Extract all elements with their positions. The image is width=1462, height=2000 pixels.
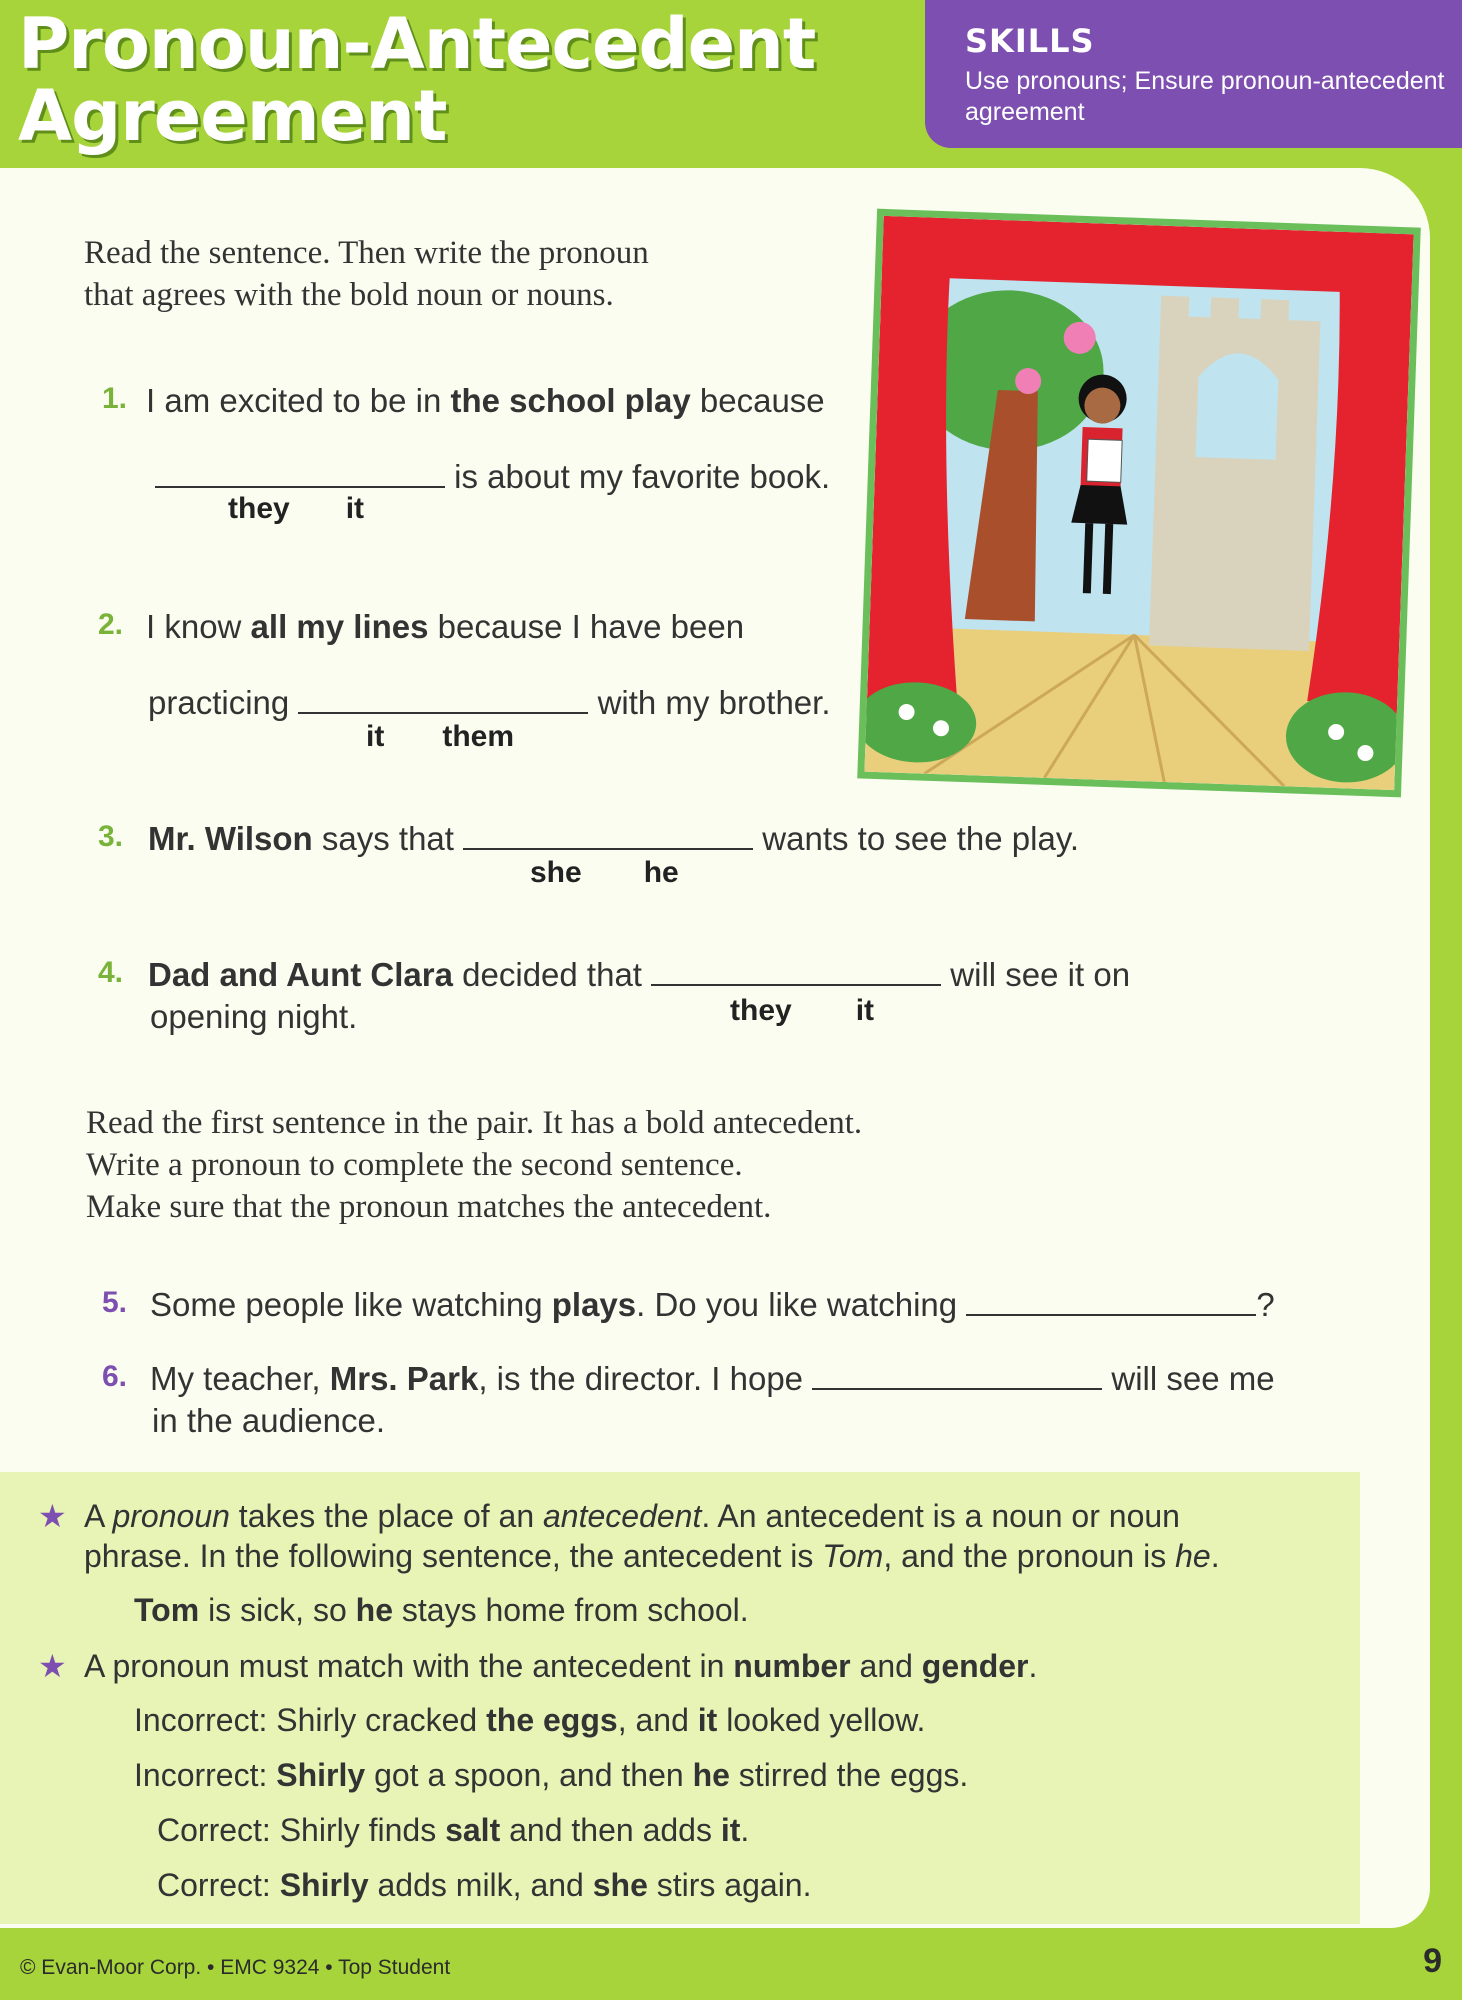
rule-2-bold1: number xyxy=(733,1648,851,1684)
q4-post: will see it on xyxy=(941,956,1131,993)
rules-box xyxy=(0,1472,1360,1924)
part1-instr-line2: that agrees with the bold noun or nouns. xyxy=(84,277,614,313)
q2-line2-pre: practicing xyxy=(148,684,299,721)
q4-option-1: they xyxy=(730,994,792,1027)
star-icon: ★ xyxy=(38,1498,67,1534)
rule-2d: . xyxy=(1028,1648,1038,1684)
part1-instr-line1: Read the sentence. Then write the pronoun xyxy=(84,235,649,271)
rule-1b: takes the place of an xyxy=(229,1498,543,1534)
q4-option-2: it xyxy=(855,994,875,1027)
cor2-c: adds milk, and xyxy=(368,1867,593,1903)
rule-1-line2-italic1: Tom xyxy=(822,1538,884,1574)
part2-instr-line1: Read the first sentence in the pair. It has a bold antecedent. xyxy=(86,1105,863,1141)
q1-answer-blank[interactable] xyxy=(155,456,445,488)
cor1-c: and then adds xyxy=(500,1812,721,1848)
skills-heading: SKILLS xyxy=(965,22,1095,60)
skills-box xyxy=(925,0,1462,148)
rule-1c: . An antecedent is a noun or noun xyxy=(701,1498,1180,1534)
part2-instr-line2: Write a pronoun to complete the second sentence. xyxy=(86,1147,743,1183)
q6-answer-blank[interactable] xyxy=(812,1358,1102,1390)
q4-pre: decided that xyxy=(452,956,652,993)
q3-option-2: he xyxy=(643,856,679,889)
inc2-bold1: Shirly xyxy=(276,1757,366,1793)
q4-line1 xyxy=(148,954,1130,996)
rule-1-line2b: , and the pronoun is xyxy=(883,1538,1176,1574)
incorrect-example-2 xyxy=(134,1755,968,1795)
rule-1a: A xyxy=(84,1498,113,1534)
part1-instructions xyxy=(84,232,649,316)
rule-1-italic2: antecedent xyxy=(543,1498,702,1534)
q2-options xyxy=(366,720,514,754)
q5-line1 xyxy=(150,1284,1275,1326)
q1-number: 1. xyxy=(102,382,128,415)
q5-post: . Do you like watching xyxy=(636,1286,967,1323)
q6-number: 6. xyxy=(102,1360,128,1393)
q2-line1 xyxy=(146,606,744,648)
cor1-bold2: it xyxy=(720,1812,741,1848)
q1-line1 xyxy=(146,380,825,422)
skills-text: Use pronouns; Ensure pronoun-antecedent agreement xyxy=(965,67,1445,126)
q6-post: , is the director. I hope xyxy=(478,1360,813,1397)
cor1-d: . xyxy=(740,1812,750,1848)
cor2-bold2: she xyxy=(592,1867,648,1903)
q3-post: wants to see the play. xyxy=(753,820,1080,857)
q3-number: 3. xyxy=(98,820,124,853)
q2-pre: I know xyxy=(146,608,251,645)
cor1-bold1: salt xyxy=(445,1812,501,1848)
q3-line1 xyxy=(148,818,1079,860)
rule-2c: and xyxy=(850,1648,922,1684)
q3-pre: says that xyxy=(312,820,464,857)
part2-instr-line3: Make sure that the pronoun matches the antecedent. xyxy=(86,1189,772,1225)
inc1-bold2: it xyxy=(697,1702,718,1738)
q1-pre: I am excited to be in xyxy=(146,382,451,419)
inc1-bold1: the eggs xyxy=(486,1702,618,1738)
q3-options xyxy=(530,856,679,890)
rule-2 xyxy=(84,1646,1037,1686)
q5-answer-blank[interactable] xyxy=(966,1284,1256,1316)
q5-end: ? xyxy=(1256,1286,1275,1323)
example-1c: stays home from school. xyxy=(392,1592,749,1628)
rule-1-line2 xyxy=(84,1536,1220,1576)
q4-answer-blank[interactable] xyxy=(651,954,941,986)
cor1-a: Correct: Shirly finds xyxy=(157,1812,446,1848)
q1-option-2: it xyxy=(345,492,365,525)
inc2-c: got a spoon, and then xyxy=(365,1757,693,1793)
q4-line2: opening night. xyxy=(150,998,358,1035)
q1-line2-text: is about my favorite book. xyxy=(445,458,831,495)
rule-1-italic1: pronoun xyxy=(112,1498,230,1534)
inc1-d: looked yellow. xyxy=(717,1702,926,1738)
q2-line2 xyxy=(148,682,831,724)
example-1-bold2: he xyxy=(355,1592,393,1628)
q3-answer-blank[interactable] xyxy=(463,818,753,850)
inc1-a: Incorrect: Shirly cracked xyxy=(134,1702,487,1738)
incorrect-example-1 xyxy=(134,1700,925,1740)
star-icon: ★ xyxy=(38,1648,67,1684)
q2-number: 2. xyxy=(98,608,124,641)
cor2-d: stirs again. xyxy=(647,1867,812,1903)
title-line-2: Agreement xyxy=(18,75,447,157)
q2-post: because I have been xyxy=(428,608,745,645)
page-title xyxy=(18,3,816,157)
q6-line2: in the audience. xyxy=(152,1402,386,1439)
q5-bold: plays xyxy=(551,1286,637,1323)
q6-pre: My teacher, xyxy=(150,1360,330,1397)
q1-bold: the school play xyxy=(450,382,691,419)
part2-instructions xyxy=(86,1102,862,1228)
example-1-bold1: Tom xyxy=(134,1592,200,1628)
inc2-bold2: he xyxy=(692,1757,730,1793)
rule-1-line2c: . xyxy=(1210,1538,1220,1574)
inc2-a: Incorrect: xyxy=(134,1757,277,1793)
q6-bold: Mrs. Park xyxy=(329,1360,479,1397)
inc2-d: stirred the eggs. xyxy=(729,1757,969,1793)
rule-2-bold2: gender xyxy=(921,1648,1029,1684)
correct-example-2 xyxy=(157,1865,811,1905)
q4-number: 4. xyxy=(98,956,124,989)
q6-line1 xyxy=(150,1358,1275,1400)
page-number: 9 xyxy=(1423,1942,1442,1980)
inc1-c: , and xyxy=(617,1702,698,1738)
footer-credit: © Evan-Moor Corp. • EMC 9324 • Top Student xyxy=(20,1956,451,1979)
q2-answer-blank[interactable] xyxy=(298,682,588,714)
q2-option-2: them xyxy=(442,720,515,753)
title-line-1: Pronoun-Antecedent xyxy=(18,3,816,85)
rule-1-line2-italic2: he xyxy=(1175,1538,1211,1574)
q5-pre: Some people like watching xyxy=(150,1286,552,1323)
q4-options xyxy=(730,994,874,1028)
rule-1-line1 xyxy=(84,1496,1180,1536)
example-1a: is sick, so xyxy=(199,1592,356,1628)
q1-post: because xyxy=(690,382,825,419)
cor2-bold1: Shirly xyxy=(279,1867,369,1903)
correct-example-1 xyxy=(157,1810,749,1850)
q6-end: will see me xyxy=(1102,1360,1275,1397)
cor2-a: Correct: xyxy=(157,1867,280,1903)
q2-option-1: it xyxy=(366,720,385,753)
stage-illustration xyxy=(857,209,1421,798)
q2-bold: all my lines xyxy=(250,608,429,645)
rule-2a: A pronoun must match with the antecedent in xyxy=(84,1648,734,1684)
q1-option-1: they xyxy=(228,492,290,525)
q3-bold: Mr. Wilson xyxy=(148,820,313,857)
rule-1-line2a: phrase. In the following sentence, the antecedent is xyxy=(84,1538,823,1574)
stage-illustration-svg xyxy=(864,216,1413,790)
q2-line2-post: with my brother. xyxy=(588,684,831,721)
q3-option-1: she xyxy=(530,856,582,889)
q5-number: 5. xyxy=(102,1286,128,1319)
q4-bold: Dad and Aunt Clara xyxy=(148,956,453,993)
q1-options xyxy=(228,492,364,526)
example-1 xyxy=(134,1590,749,1630)
